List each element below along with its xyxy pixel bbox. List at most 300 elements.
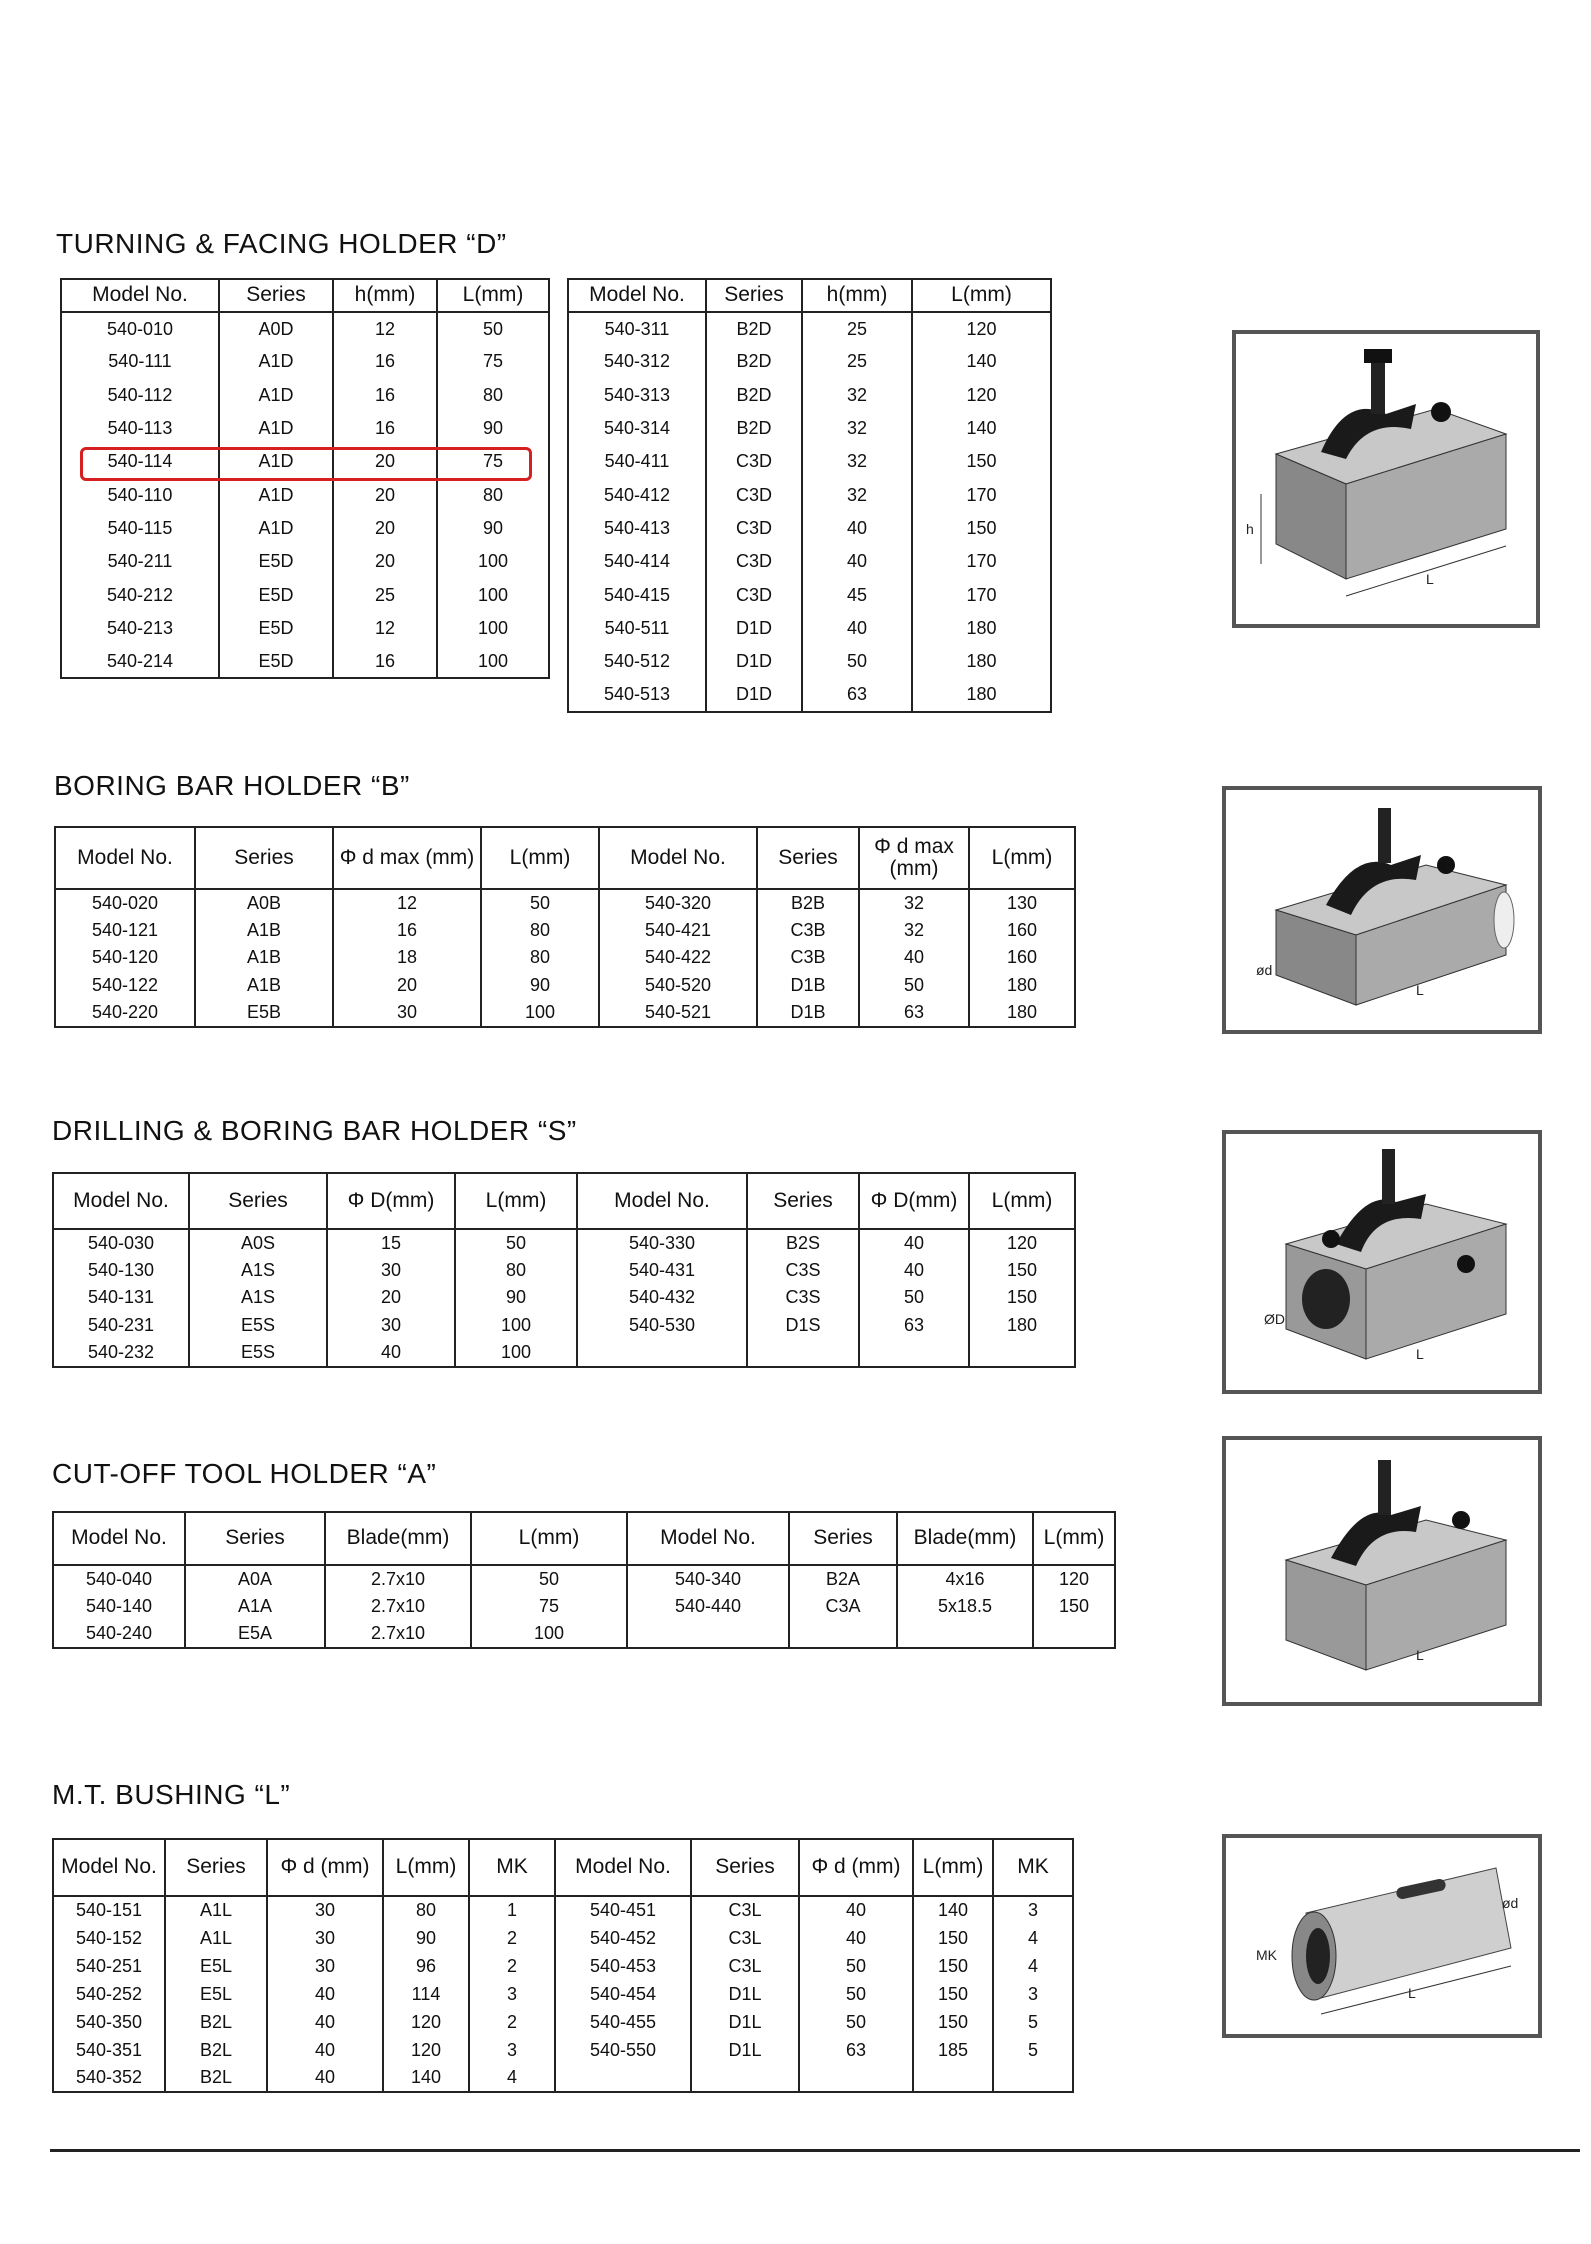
table-cell: 540-414 [568,545,706,578]
table-cell: D1B [757,999,859,1027]
table-cell: 40 [859,1229,969,1257]
table-cell: 80 [481,917,599,945]
column-header: Series [747,1173,859,1229]
table-cell: 45 [802,578,912,611]
table-cell: 90 [437,412,549,445]
table-cell: 540-151 [53,1896,165,1924]
table-cell: 150 [913,2008,993,2036]
table-cell: 100 [437,578,549,611]
turning-table-right [567,278,1052,713]
table-cell: 160 [969,917,1075,945]
table-cell: 40 [799,1924,913,1952]
table-cell: 540-220 [55,999,195,1027]
column-header: Φ D(mm) [859,1173,969,1229]
table-cell: 2 [469,1952,555,1980]
table-cell: 20 [333,445,437,478]
table-cell: 540-411 [568,445,706,478]
table-row [55,889,1075,917]
table-cell [897,1620,1033,1648]
table-cell: 150 [912,445,1051,478]
table-cell: 40 [267,2064,383,2092]
table-row [53,1229,1075,1257]
column-header: MK [469,1839,555,1896]
table-cell: D1D [706,678,802,711]
table-cell: 540-521 [599,999,757,1027]
column-header: Φ d max (mm) [859,827,969,889]
table-cell: 40 [859,1257,969,1285]
table-cell: 32 [802,412,912,445]
table-row [568,478,1051,511]
table-cell: 540-240 [53,1620,185,1648]
table-cell: 90 [383,1924,469,1952]
table-cell: 150 [913,1924,993,1952]
column-header: Series [195,827,333,889]
table-row [61,612,549,645]
length-dimension-label: L [1426,571,1434,587]
table-row [61,512,549,545]
diameter-dimension-label: ød [1502,1895,1519,1911]
table-cell: 170 [912,478,1051,511]
bushing-table [52,1838,1074,2093]
table-cell: 3 [469,2036,555,2064]
table-cell: 540-320 [599,889,757,917]
column-header: Φ d max (mm) [333,827,481,889]
table-cell: 30 [267,1924,383,1952]
table-cell: D1S [747,1312,859,1340]
table-row [53,1257,1075,1285]
table-cell: 540-413 [568,512,706,545]
boring-table [54,826,1076,1028]
column-header: Blade(mm) [897,1512,1033,1565]
table-cell: A1L [165,1924,267,1952]
table-cell: 120 [383,2036,469,2064]
table-cell: E5B [195,999,333,1027]
table-cell: 100 [455,1339,577,1367]
turning-section-title: TURNING & FACING HOLDER “D” [56,228,507,259]
table-cell: 90 [481,972,599,1000]
table-row [53,1593,1115,1621]
column-header: h(mm) [333,279,437,312]
column-header: Φ d (mm) [267,1839,383,1896]
table-cell: 50 [799,1952,913,1980]
table-cell: D1D [706,612,802,645]
table-cell: 100 [481,999,599,1027]
table-cell: A1D [219,345,333,378]
table-cell: 20 [333,545,437,578]
table-cell: 3 [469,1980,555,2008]
cutoff-holder-image [1222,1436,1542,1706]
table-cell: 2 [469,1924,555,1952]
table-row [61,312,549,345]
table-cell [627,1620,789,1648]
table-cell: D1L [691,2008,799,2036]
table-cell: A1A [185,1593,325,1621]
drilling-section-title: DRILLING & BORING BAR HOLDER “S” [52,1115,577,1146]
table-cell: E5D [219,578,333,611]
column-header: Model No. [577,1173,747,1229]
table-cell: C3S [747,1284,859,1312]
column-header: L(mm) [913,1839,993,1896]
table-row [53,1339,1075,1367]
table-cell: 180 [969,999,1075,1027]
table-cell: 540-351 [53,2036,165,2064]
turning-holder-image [1232,330,1540,628]
table-row [53,2036,1073,2064]
table-cell: A1S [189,1284,327,1312]
column-header: Model No. [53,1512,185,1565]
table-cell: B2D [706,412,802,445]
table-cell: 30 [267,1896,383,1924]
table-cell: 140 [912,412,1051,445]
table-cell: 540-212 [61,578,219,611]
table-cell: E5S [189,1339,327,1367]
table-row [53,1284,1075,1312]
table-cell [747,1339,859,1367]
table-cell: 180 [969,972,1075,1000]
table-cell: 50 [481,889,599,917]
table-cell: 540-122 [55,972,195,1000]
table-cell: 12 [333,612,437,645]
table-cell: 140 [913,1896,993,1924]
table-row [568,379,1051,412]
cutoff-section-title: CUT-OFF TOOL HOLDER “A” [52,1458,437,1489]
table-cell: 16 [333,345,437,378]
table-cell: C3D [706,512,802,545]
table-cell: 90 [455,1284,577,1312]
table-cell: 140 [912,345,1051,378]
table-row [61,445,549,478]
table-cell: 540-213 [61,612,219,645]
table-cell: 50 [471,1565,627,1593]
table-cell [969,1339,1075,1367]
table-cell: 96 [383,1952,469,1980]
table-row [55,917,1075,945]
table-cell: 50 [799,2008,913,2036]
table-cell: 120 [969,1229,1075,1257]
table-cell: 540-512 [568,645,706,678]
column-header: L(mm) [969,827,1075,889]
table-cell: 160 [969,944,1075,972]
table-cell: 16 [333,917,481,945]
table-cell: 540-131 [53,1284,189,1312]
table-cell: E5D [219,612,333,645]
table-cell [913,2064,993,2092]
table-cell: 540-312 [568,345,706,378]
table-row [568,512,1051,545]
column-header: h(mm) [802,279,912,312]
table-cell: 114 [383,1980,469,2008]
table-cell: 540-020 [55,889,195,917]
table-row [568,645,1051,678]
table-cell: 25 [333,578,437,611]
table-cell: C3L [691,1896,799,1924]
table-cell: 30 [267,1952,383,1980]
table-row [53,1980,1073,2008]
table-cell: 80 [481,944,599,972]
table-cell: 540-040 [53,1565,185,1593]
column-header: Series [165,1839,267,1896]
table-cell: A1B [195,944,333,972]
column-header: Model No. [555,1839,691,1896]
table-row [568,312,1051,345]
table-cell: B2B [757,889,859,917]
table-cell: 540-530 [577,1312,747,1340]
table-cell: 540-422 [599,944,757,972]
table-cell: 540-452 [555,1924,691,1952]
diameter-dimension-label: ØD [1264,1311,1285,1327]
length-dimension-label: L [1416,1647,1424,1663]
table-cell: 5 [993,2008,1073,2036]
table-cell: 540-121 [55,917,195,945]
table-row [55,999,1075,1027]
table-cell: 75 [471,1593,627,1621]
table-cell: 18 [333,944,481,972]
table-cell: 150 [912,512,1051,545]
table-row [568,545,1051,578]
table-cell: 180 [969,1312,1075,1340]
table-cell: 40 [802,612,912,645]
column-header: Series [219,279,333,312]
boring-section-title: BORING BAR HOLDER “B” [54,770,410,801]
table-cell: 1 [469,1896,555,1924]
table-cell: 32 [802,478,912,511]
table-cell: 2 [469,2008,555,2036]
table-cell: 3 [993,1896,1073,1924]
column-header: Series [706,279,802,312]
table-cell: C3S [747,1257,859,1285]
table-cell: A1L [165,1896,267,1924]
table-cell: 100 [437,645,549,678]
table-cell: A1B [195,972,333,1000]
table-row [568,678,1051,711]
table-cell: A1D [219,512,333,545]
table-cell: 30 [327,1312,455,1340]
table-cell: A0S [189,1229,327,1257]
table-cell: 20 [333,512,437,545]
table-row [61,412,549,445]
column-header: Φ D(mm) [327,1173,455,1229]
boring-holder-image [1222,786,1542,1034]
table-row [53,2008,1073,2036]
table-cell: A0D [219,312,333,345]
table-cell: 120 [912,379,1051,412]
table-cell: D1D [706,645,802,678]
bushing-image [1222,1834,1542,2038]
table-row [61,478,549,511]
table-cell: 40 [799,1896,913,1924]
table-cell: 30 [333,999,481,1027]
table-cell: E5S [189,1312,327,1340]
table-row [53,1924,1073,1952]
table-cell: 12 [333,312,437,345]
column-header: L(mm) [455,1173,577,1229]
table-cell: A1S [189,1257,327,1285]
table-cell [859,1339,969,1367]
table-cell: 20 [327,1284,455,1312]
table-cell: 540-550 [555,2036,691,2064]
table-cell: 32 [859,917,969,945]
table-cell: 80 [383,1896,469,1924]
column-header: Model No. [599,827,757,889]
table-row [61,379,549,412]
table-cell [1033,1620,1115,1648]
table-cell: 540-453 [555,1952,691,1980]
table-cell: 100 [437,545,549,578]
table-cell: 16 [333,379,437,412]
table-cell: 40 [267,1980,383,2008]
column-header: Model No. [55,827,195,889]
diameter-dimension-label: ød [1256,962,1273,978]
column-header: Series [189,1173,327,1229]
table-cell: 540-520 [599,972,757,1000]
table-cell: A1D [219,379,333,412]
table-cell: 540-140 [53,1593,185,1621]
column-header: L(mm) [471,1512,627,1565]
table-cell: A0B [195,889,333,917]
table-cell: 540-252 [53,1980,165,2008]
column-header: L(mm) [437,279,549,312]
table-cell: 540-454 [555,1980,691,2008]
table-row [53,1620,1115,1648]
table-cell: 540-113 [61,412,219,445]
column-header: Series [757,827,859,889]
table-cell: A1D [219,445,333,478]
table-cell: 4x16 [897,1565,1033,1593]
table-cell: A1B [195,917,333,945]
table-cell: 540-513 [568,678,706,711]
table-row [53,1952,1073,1980]
table-cell: 4 [469,2064,555,2092]
table-cell: 170 [912,578,1051,611]
table-cell: 3 [993,1980,1073,2008]
table-cell: 540-211 [61,545,219,578]
column-header: Blade(mm) [325,1512,471,1565]
table-cell: 5x18.5 [897,1593,1033,1621]
table-row [61,578,549,611]
table-cell: B2D [706,312,802,345]
table-cell: B2D [706,345,802,378]
table-cell: 50 [859,972,969,1000]
table-cell: B2D [706,379,802,412]
table-cell: 90 [437,512,549,545]
table-cell: 16 [333,645,437,678]
table-cell: 80 [455,1257,577,1285]
table-cell: C3L [691,1924,799,1952]
table-cell: 5 [993,2036,1073,2064]
column-header: Model No. [627,1512,789,1565]
drilling-holder-image [1222,1130,1542,1394]
table-row [568,612,1051,645]
table-cell: 4 [993,1952,1073,1980]
table-cell: 540-251 [53,1952,165,1980]
table-cell [691,2064,799,2092]
table-cell: C3B [757,944,859,972]
column-header: Series [691,1839,799,1896]
table-cell [799,2064,913,2092]
table-cell: 100 [455,1312,577,1340]
column-header: Model No. [61,279,219,312]
table-cell [789,1620,897,1648]
table-cell: 15 [327,1229,455,1257]
column-header: L(mm) [481,827,599,889]
table-cell: 540-313 [568,379,706,412]
table-cell: 40 [327,1339,455,1367]
table-cell: 75 [437,445,549,478]
table-cell [577,1339,747,1367]
table-cell: 20 [333,478,437,511]
table-cell: 540-421 [599,917,757,945]
table-cell: B2S [747,1229,859,1257]
turning-table-left [60,278,550,679]
table-cell: 140 [383,2064,469,2092]
table-cell: 130 [969,889,1075,917]
table-cell: 540-311 [568,312,706,345]
bottom-rule [50,2149,1580,2152]
table-cell: B2A [789,1565,897,1593]
table-row [55,972,1075,1000]
table-cell: 50 [799,1980,913,2008]
table-cell: 540-350 [53,2008,165,2036]
table-cell: 540-030 [53,1229,189,1257]
table-cell: A0A [185,1565,325,1593]
table-cell: B2L [165,2008,267,2036]
table-row [568,578,1051,611]
table-cell: 63 [859,1312,969,1340]
table-row [61,645,549,678]
table-cell: 63 [799,2036,913,2064]
column-header: Φ d (mm) [799,1839,913,1896]
table-cell: 40 [267,2036,383,2064]
table-cell: E5A [185,1620,325,1648]
table-cell: 2.7x10 [325,1593,471,1621]
table-cell: 32 [802,379,912,412]
table-cell: 150 [1033,1593,1115,1621]
table-cell: 32 [802,445,912,478]
table-cell: 540-352 [53,2064,165,2092]
table-cell: 20 [333,972,481,1000]
table-cell: C3D [706,578,802,611]
table-cell: 540-231 [53,1312,189,1340]
column-header: Model No. [53,1173,189,1229]
length-dimension-label: L [1408,1985,1416,2001]
table-cell: B2L [165,2064,267,2092]
table-cell: 150 [913,1952,993,1980]
table-cell: 180 [912,612,1051,645]
table-cell: C3D [706,545,802,578]
table-cell: 50 [455,1229,577,1257]
table-cell: 540-112 [61,379,219,412]
table-cell: 540-115 [61,512,219,545]
table-cell: 120 [383,2008,469,2036]
table-cell: 100 [437,612,549,645]
column-header: L(mm) [912,279,1051,312]
table-cell: 540-110 [61,478,219,511]
table-row [61,545,549,578]
table-cell: C3B [757,917,859,945]
table-cell: 150 [969,1257,1075,1285]
bushing-section-title: M.T. BUSHING “L” [52,1779,291,1810]
table-cell: 540-114 [61,445,219,478]
table-cell: 120 [1033,1565,1115,1593]
table-cell: 75 [437,345,549,378]
table-cell: E5D [219,545,333,578]
table-cell: 540-455 [555,2008,691,2036]
table-cell: 540-214 [61,645,219,678]
table-row [568,345,1051,378]
table-cell: 63 [859,999,969,1027]
table-cell: 50 [802,645,912,678]
table-cell: 150 [913,1980,993,2008]
